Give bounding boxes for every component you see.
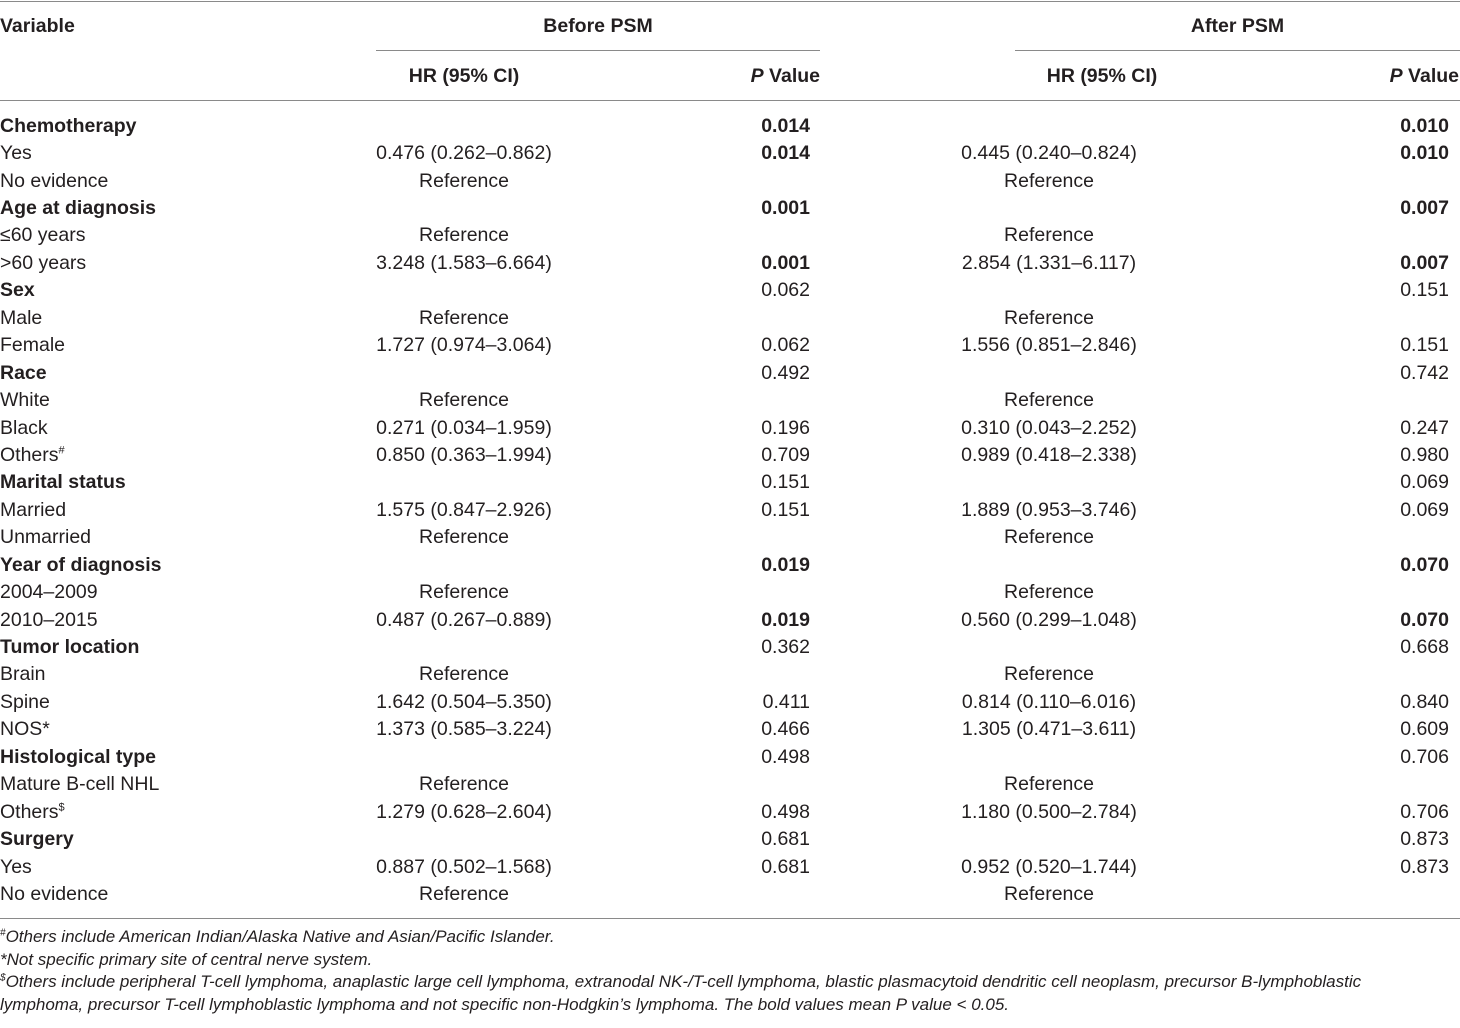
table-row-level: [0, 606, 1460, 633]
hr-after-psm: 0.989 (0.418–2.338): [961, 443, 1137, 466]
table-row-level: [0, 441, 1460, 468]
hr-after-psm: 1.556 (0.851–2.846): [961, 334, 1137, 357]
top-rule: [0, 1, 1460, 2]
row-label: Histological type: [0, 745, 157, 768]
row-label: No evidence: [0, 882, 109, 905]
p-before-psm: [628, 578, 821, 605]
table-row-level: [0, 771, 1460, 798]
header-variable: Variable: [0, 15, 75, 37]
header-rule: [0, 100, 1460, 101]
p-before-psm: [628, 304, 821, 331]
header-p-before: [628, 64, 820, 88]
hr-after-psm: [821, 359, 1277, 386]
row-label: No evidence: [0, 169, 109, 192]
table-row-variable: [0, 112, 1460, 139]
p-before-psm: 0.466: [761, 718, 810, 741]
hr-before-psm: [300, 277, 628, 304]
p-before-psm: 0.362: [761, 636, 810, 659]
hr-before-psm: 1.575 (0.847–2.926): [376, 498, 552, 521]
hr-after-psm: 0.952 (0.520–1.744): [961, 855, 1137, 878]
p-after-psm: [1277, 524, 1460, 551]
hr-before-psm: [300, 825, 628, 852]
p-before-psm: [628, 167, 821, 194]
hr-before-psm: [300, 469, 628, 496]
hr-before-psm: Reference: [419, 224, 509, 247]
p-after-psm: 0.070: [1400, 553, 1449, 576]
hr-after-psm: Reference: [1004, 773, 1094, 796]
p-after-psm: 0.069: [1400, 498, 1449, 521]
hr-before-psm: [300, 551, 628, 578]
hr-after-psm: [821, 469, 1277, 496]
hr-before-psm: 1.642 (0.504–5.350): [376, 690, 552, 713]
hr-after-psm: Reference: [1004, 169, 1094, 192]
p-after-psm: [1277, 222, 1460, 249]
p-before-psm: 0.498: [761, 800, 810, 823]
row-label: >60 years: [0, 251, 87, 274]
footnote-marker: #: [0, 927, 6, 939]
p-after-psm: 0.873: [1400, 855, 1449, 878]
hr-after-psm: 0.560 (0.299–1.048): [961, 608, 1137, 631]
after-psm-subrule: [1015, 50, 1460, 51]
table-row-level: [0, 167, 1460, 194]
p-before-psm: 0.709: [761, 443, 810, 466]
hr-before-psm: [300, 194, 628, 221]
row-label: NOS*: [0, 718, 50, 741]
row-label: Surgery: [0, 828, 74, 851]
p-before-psm: 0.014: [761, 142, 810, 165]
hr-before-psm: [300, 112, 628, 139]
hr-after-psm: [821, 743, 1277, 770]
p-before-psm: [628, 771, 821, 798]
p-before-psm: 0.019: [761, 553, 810, 576]
footnote-marker: $: [58, 801, 65, 814]
p-after-psm: 0.007: [1400, 251, 1449, 274]
p-before-psm: [628, 880, 821, 907]
p-after-psm: [1277, 167, 1460, 194]
p-before-psm: 0.062: [761, 334, 810, 357]
footnote: $Others include peripheral T-cell lymphoma, anaplastic large cell lymphoma, extranodal NK-/T-cell lymphoma, blastic plasmacytoid dendritic cell neoplasm, precursor B-lymphoblastic: [0, 972, 1362, 992]
hr-after-psm: 0.814 (0.110–6.016): [961, 690, 1137, 713]
table-row-level: [0, 853, 1460, 880]
p-after-psm: [1277, 880, 1460, 907]
row-label: ≤60 years: [0, 224, 86, 247]
table-row-variable: [0, 743, 1460, 770]
hr-after-psm: 1.305 (0.471–3.611): [961, 718, 1137, 741]
table-row-variable: [0, 194, 1460, 221]
p-after-psm: 0.873: [1400, 828, 1449, 851]
hr-before-psm: 1.279 (0.628–2.604): [376, 800, 552, 823]
hr-after-psm: [821, 551, 1277, 578]
row-label: Spine: [0, 690, 50, 713]
row-label: Yes: [0, 855, 32, 878]
table-row-level: [0, 661, 1460, 688]
hr-before-psm: [300, 359, 628, 386]
p-before-psm: 0.062: [761, 279, 810, 302]
hr-before-psm: Reference: [419, 306, 509, 329]
hr-after-psm: Reference: [1004, 306, 1094, 329]
table-row-level: [0, 304, 1460, 331]
p-before-psm: [628, 386, 821, 413]
p-after-psm: 0.706: [1400, 800, 1449, 823]
hr-before-psm: Reference: [419, 773, 509, 796]
results-body: [0, 112, 1460, 908]
p-after-psm: 0.070: [1400, 608, 1449, 631]
hr-after-psm: [821, 633, 1277, 660]
table-row-level: [0, 578, 1460, 605]
p-after-psm: 0.609: [1400, 718, 1449, 741]
p-after-psm: [1277, 771, 1460, 798]
hr-after-psm: Reference: [1004, 581, 1094, 604]
table-row-level: [0, 332, 1460, 359]
hr-before-psm: Reference: [419, 882, 509, 905]
p-before-psm: 0.001: [761, 251, 810, 274]
table-row-level: [0, 716, 1460, 743]
p-after-psm: 0.010: [1400, 114, 1449, 137]
p-after-psm: 0.706: [1400, 745, 1449, 768]
p-before-psm: 0.681: [761, 855, 810, 878]
p-before-psm: 0.001: [761, 197, 810, 220]
hr-before-psm: Reference: [419, 169, 509, 192]
row-label: Others$: [0, 800, 65, 823]
row-label: 2004–2009: [0, 581, 98, 604]
table-row-level: [0, 688, 1460, 715]
row-label: Marital status: [0, 471, 126, 494]
row-label: Age at diagnosis: [0, 197, 157, 220]
table-row-variable: [0, 359, 1460, 386]
row-label: Black: [0, 416, 48, 439]
row-label: Female: [0, 334, 66, 357]
hr-before-psm: [300, 633, 628, 660]
hr-before-psm: 0.271 (0.034–1.959): [376, 416, 552, 439]
header-p-after: [1266, 64, 1459, 88]
hr-before-psm: 3.248 (1.583–6.664): [376, 251, 552, 274]
p-value-word: Value: [763, 65, 820, 87]
footnote-marker: #: [58, 444, 65, 457]
row-label: Chemotherapy: [0, 114, 137, 137]
table-row-variable: [0, 633, 1460, 660]
table-row-level: [0, 496, 1460, 523]
p-after-psm: [1277, 386, 1460, 413]
footnote-marker: $: [0, 972, 6, 984]
table-row-variable: [0, 551, 1460, 578]
header-before-psm: Before PSM: [543, 15, 653, 37]
hr-before-psm: 1.727 (0.974–3.064): [376, 334, 552, 357]
p-after-psm: 0.668: [1400, 636, 1449, 659]
table-row-level: [0, 386, 1460, 413]
p-before-psm: 0.411: [762, 690, 810, 713]
hr-after-psm: Reference: [1004, 663, 1094, 686]
row-label: Male: [0, 306, 43, 329]
hr-before-psm: Reference: [419, 389, 509, 412]
table-row-variable: [0, 469, 1460, 496]
hr-before-psm: 0.887 (0.502–1.568): [376, 855, 552, 878]
p-before-psm: 0.196: [761, 416, 810, 439]
p-italic: P: [1389, 65, 1403, 87]
p-before-psm: 0.019: [761, 608, 810, 631]
p-after-psm: 0.742: [1400, 361, 1449, 384]
row-label: Unmarried: [0, 526, 92, 549]
table-row-level: [0, 249, 1460, 276]
hr-before-psm: Reference: [419, 526, 509, 549]
row-label: 2010–2015: [0, 608, 98, 631]
p-before-psm: 0.151: [761, 471, 810, 494]
hr-before-psm: 0.850 (0.363–1.994): [376, 443, 552, 466]
p-after-psm: 0.151: [1400, 279, 1449, 302]
p-before-psm: [628, 222, 821, 249]
p-before-psm: 0.681: [761, 828, 810, 851]
row-label: Sex: [0, 279, 35, 302]
hr-after-psm: 1.889 (0.953–3.746): [961, 498, 1137, 521]
hr-before-psm: Reference: [419, 581, 509, 604]
hr-before-psm: 1.373 (0.585–3.224): [376, 718, 552, 741]
p-before-psm: 0.151: [761, 498, 810, 521]
p-value-word: Value: [1402, 65, 1459, 87]
row-label: Others#: [0, 443, 65, 466]
header-hr-before: HR (95% CI): [408, 65, 520, 87]
hr-after-psm: 2.854 (1.331–6.117): [961, 251, 1137, 274]
p-before-psm: [628, 661, 821, 688]
table-row-variable: [0, 825, 1460, 852]
hr-before-psm: [300, 743, 628, 770]
footnotes: [0, 926, 1460, 1017]
table-row-level: [0, 524, 1460, 551]
hr-before-psm: 0.476 (0.262–0.862): [376, 142, 552, 165]
p-after-psm: 0.840: [1400, 690, 1449, 713]
table-row-level: [0, 414, 1460, 441]
p-after-psm: 0.247: [1400, 416, 1449, 439]
header-hr-after: HR (95% CI): [1046, 65, 1158, 87]
p-after-psm: [1277, 304, 1460, 331]
hr-after-psm: [821, 825, 1277, 852]
p-after-psm: 0.151: [1400, 334, 1449, 357]
hr-after-psm: [821, 194, 1277, 221]
footnote: #Others include American Indian/Alaska Native and Asian/Pacific Islander.: [0, 927, 555, 946]
row-label: Brain: [0, 663, 46, 686]
hr-after-psm: 1.180 (0.500–2.784): [961, 800, 1137, 823]
hr-after-psm: Reference: [1004, 526, 1094, 549]
hr-after-psm: [821, 112, 1277, 139]
row-label: Yes: [0, 142, 32, 165]
table-row-level: [0, 798, 1460, 825]
table-row-level: [0, 880, 1460, 907]
before-psm-subrule: [376, 50, 820, 51]
bottom-rule: [0, 918, 1460, 919]
row-label: Tumor location: [0, 636, 140, 659]
p-after-psm: [1277, 661, 1460, 688]
p-before-psm: [628, 524, 821, 551]
p-before-psm: 0.498: [761, 745, 810, 768]
p-italic: P: [750, 65, 764, 87]
hr-before-psm: Reference: [419, 663, 509, 686]
header-after-psm: After PSM: [1190, 15, 1285, 37]
table-row-level: [0, 139, 1460, 166]
hr-after-psm: Reference: [1004, 389, 1094, 412]
hr-after-psm: Reference: [1004, 882, 1094, 905]
p-before-psm: 0.492: [761, 361, 810, 384]
row-label: Year of diagnosis: [0, 553, 162, 576]
p-before-psm: 0.014: [761, 114, 810, 137]
p-after-psm: 0.010: [1400, 142, 1449, 165]
p-after-psm: 0.069: [1400, 471, 1449, 494]
p-after-psm: 0.007: [1400, 197, 1449, 220]
results-table: [0, 112, 1460, 908]
hr-after-psm: 0.310 (0.043–2.252): [961, 416, 1137, 439]
hr-before-psm: 0.487 (0.267–0.889): [376, 608, 552, 631]
p-after-psm: [1277, 578, 1460, 605]
p-after-psm: 0.980: [1400, 443, 1449, 466]
row-label: Race: [0, 361, 47, 384]
row-label: White: [0, 389, 50, 412]
footnote: lymphoma, precursor T-cell lymphoblastic lymphoma and not specific non-Hodgkin’s lymphoma. The bold values mean P value < 0.05.: [0, 995, 1010, 1015]
footnote: *Not specific primary site of central nerve system.: [0, 949, 373, 969]
table-row-level: [0, 222, 1460, 249]
row-label: Mature B-cell NHL: [0, 773, 160, 796]
table-row-variable: [0, 277, 1460, 304]
hr-after-psm: 0.445 (0.240–0.824): [961, 142, 1137, 165]
row-label: Married: [0, 498, 67, 521]
hr-after-psm: [821, 277, 1277, 304]
hr-after-psm: Reference: [1004, 224, 1094, 247]
